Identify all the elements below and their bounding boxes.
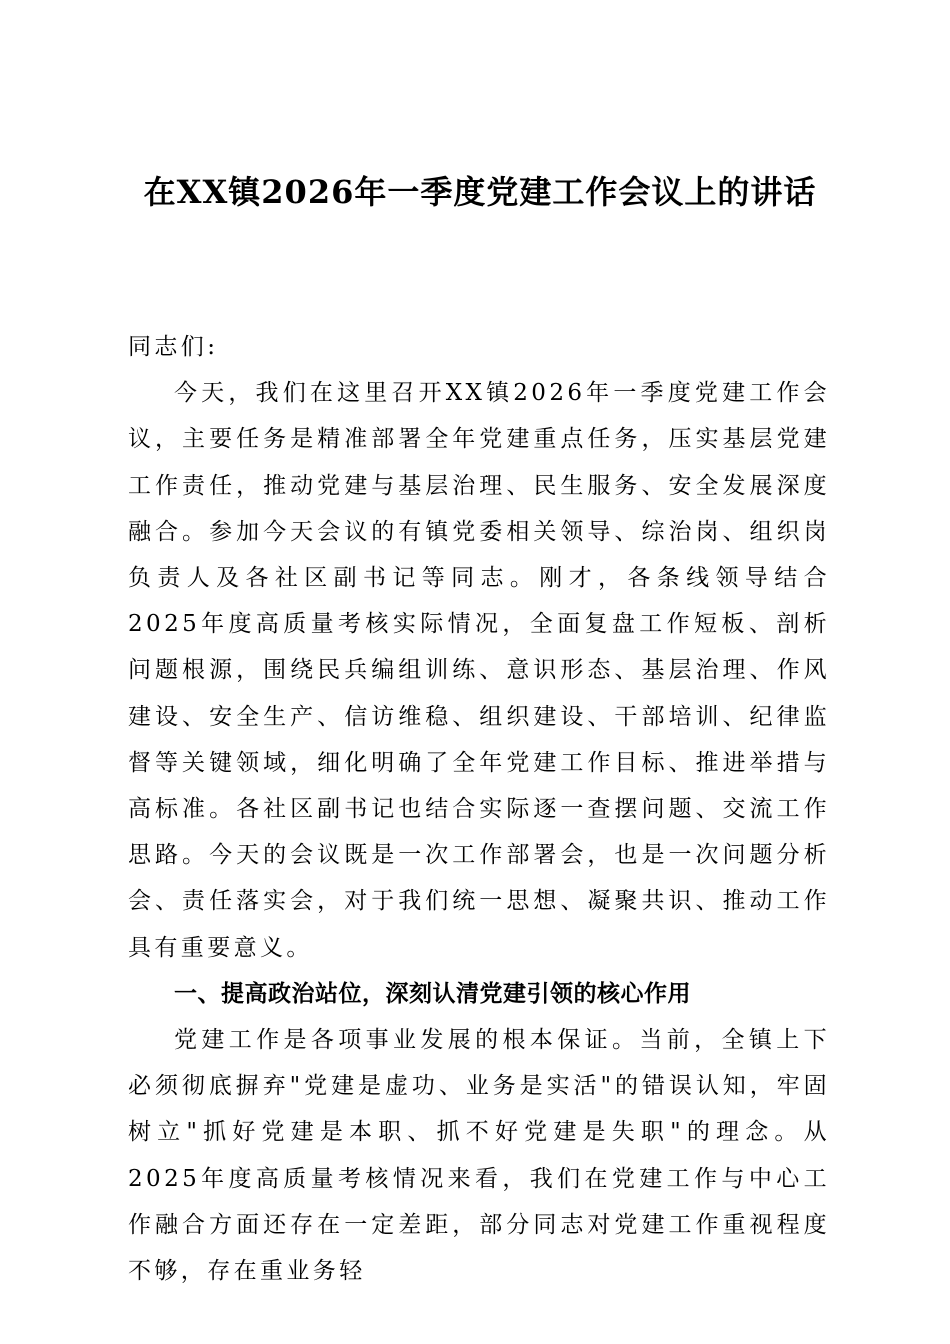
section-heading-1: 一、提高政治站位，深刻认清党建引领的核心作用: [174, 980, 691, 1007]
paragraph-opening: 今天，我们在这里召开XX镇2026年一季度党建工作会议，主要任务是精准部署全年党建重点任务，压实基层党建工作责任，推动党建与基层治理、民生服务、安全发展深度融合。参加今天会议的有镇党委相关领导、综治岗、组织岗负责人及各社区副书记等同志。刚才，各条线领导结合2025年度高质量考核实际情况，全面复盘工作短板、剖析问题根源，围绕民兵编组训练、意识形态、基层治理、作风建设、安全生产、信访维稳、组织建设、干部培训、纪律监督等关键领域，细化明确了全年党建工作目标、推进举措与高标准。各社区副书记也结合实际逐一查摆问题、交流工作思路。今天的会议既是一次工作部署会，也是一次问题分析会、责任落实会，对于我们统一思想、凝聚共识、推动工作具有重要意义。: [128, 380, 830, 961]
salutation: 同志们:: [128, 334, 219, 360]
document-title: 在XX镇2026年一季度党建工作会议上的讲话: [143, 173, 817, 211]
document-body: [128, 324, 830, 1294]
paragraph-section-1: 党建工作是各项事业发展的根本保证。当前，全镇上下必须彻底摒弃"党建是虚功、业务是实活"的错误认知，牢固树立"抓好党建是本职、抓不好党建是失职"的理念。从2025年度高质量考核情况来看，我们在党建工作与中心工作融合方面还存在一定差距，部分同志对党建工作重视程度不够，存在重业务轻: [128, 1027, 830, 1285]
